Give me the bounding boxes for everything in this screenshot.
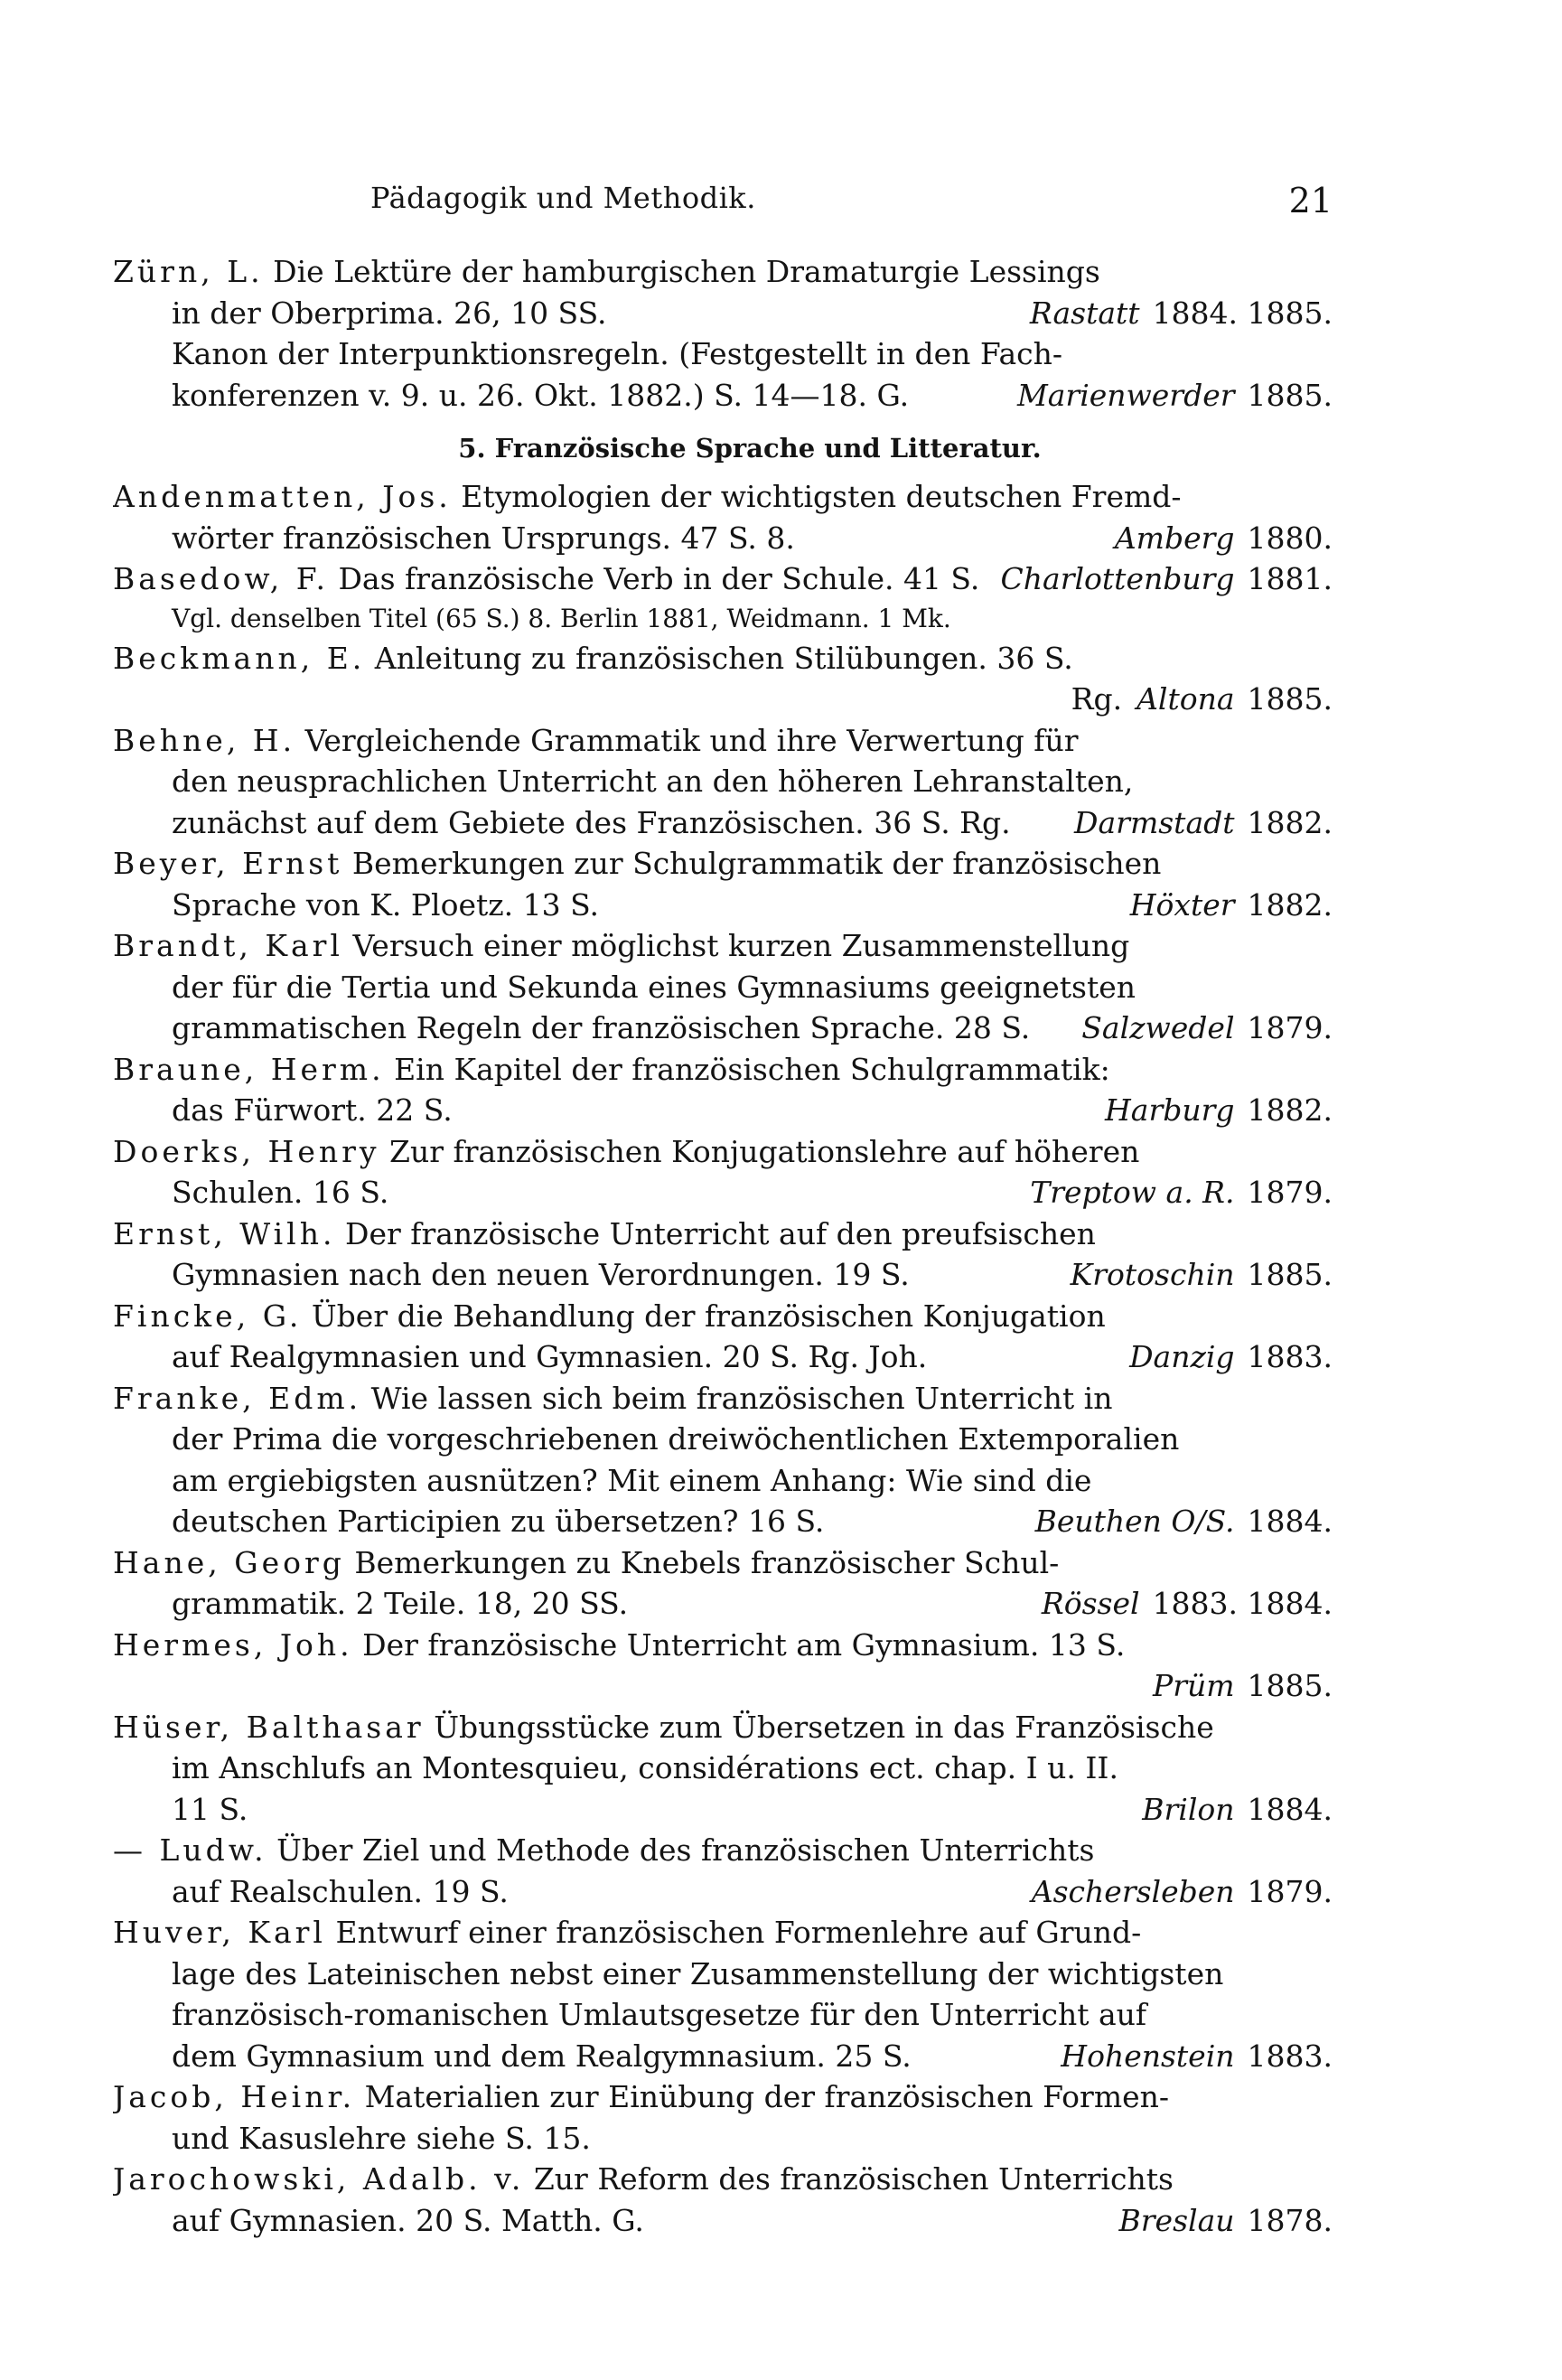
entry-text <box>172 1994 1333 2036</box>
entry-title-text: Übungsstücke zum Übersetzen in das Französische <box>434 1709 1214 1745</box>
entry-year: 1882. <box>1247 886 1333 923</box>
entry-place: Danzig <box>1129 1339 1235 1374</box>
entry-text <box>172 2118 1333 2160</box>
entry-line <box>113 1213 1333 1255</box>
entry-text <box>113 1049 1333 1091</box>
bibliography-entry <box>113 1542 1333 1625</box>
entry-author: Braune, Herm. <box>113 1051 385 1087</box>
entry-text <box>172 518 1100 559</box>
entry-title-text: Der französische Unterricht am Gymnasium. 13 S. <box>362 1626 1126 1663</box>
entry-text <box>113 843 1333 885</box>
entry-text <box>172 1254 1056 1296</box>
entry-text <box>172 2200 1105 2242</box>
entry-line <box>113 1172 1333 1213</box>
entry-year: 1883. <box>1247 2038 1333 2074</box>
entry-text <box>113 251 1333 293</box>
entry-year: 1883. <box>1247 1339 1333 1374</box>
entry-line <box>113 1912 1333 1954</box>
entry-text <box>172 679 1122 720</box>
bibliography-entry <box>113 251 1333 416</box>
entry-text <box>113 638 1333 679</box>
entry-title-text: Entwurf einer französischen Formenlehre auf Grund- <box>335 1915 1142 1950</box>
entry-line <box>113 1254 1333 1296</box>
entry-place: Breslau <box>1118 2202 1235 2238</box>
entry-line <box>113 1090 1333 1131</box>
entry-line <box>113 1625 1333 1666</box>
entry-text <box>172 2036 1046 2077</box>
bibliography-entry <box>113 1213 1333 1296</box>
entry-title-text: grammatik. 2 Teile. 18, 20 SS. <box>172 1586 629 1621</box>
entry-author: Huver, Karl <box>113 1915 326 1950</box>
entry-title-text: Die Lektüre der hamburgischen Dramaturgie Lessings <box>273 254 1100 289</box>
entry-title-text: das Fürwort. 22 S. <box>172 1092 453 1128</box>
bibliography-entry <box>113 476 1333 558</box>
entry-place: Amberg <box>1114 520 1235 556</box>
bibliography-entry <box>113 2159 1333 2241</box>
entry-place: Rössel <box>1041 1586 1140 1621</box>
entry-author: Beckmann, E. <box>113 640 366 676</box>
entry-line <box>113 1460 1333 1502</box>
entry-line <box>113 1419 1333 1460</box>
entry-place: Höxter <box>1129 886 1235 923</box>
entry-year: 1881. <box>1247 561 1333 596</box>
book-page <box>113 181 1333 2241</box>
entry-text <box>172 1871 1017 1913</box>
entry-line <box>113 333 1333 375</box>
entry-line <box>113 1789 1333 1831</box>
entry-text <box>172 1789 1127 1831</box>
bibliography-entry <box>113 720 1333 844</box>
entry-text <box>172 1954 1333 1995</box>
entry-line <box>113 1336 1333 1378</box>
entry-text <box>172 1460 1333 1502</box>
entry-place: Hohenstein <box>1061 2038 1235 2074</box>
entry-line <box>113 1049 1333 1091</box>
entry-place: Marienwerder <box>1016 377 1235 413</box>
entry-title-text: Rg. <box>1071 681 1123 717</box>
entry-line <box>113 2036 1333 2077</box>
entry-line <box>113 679 1333 720</box>
entry-title-text: der für die Tertia und Sekunda eines Gymnasiums geeignetsten <box>172 969 1136 1005</box>
entry-title-text: und Kasuslehre siehe S. 15. <box>172 2120 591 2156</box>
bibliography-entry <box>113 638 1333 720</box>
entry-text <box>113 1542 1333 1584</box>
entry-title-text: Über die Behandlung der französischen Konjugation <box>311 1298 1106 1334</box>
entry-title-text: Der französische Unterricht auf den preufsischen <box>344 1215 1096 1251</box>
entry-author: Franke, Edm. <box>113 1380 362 1416</box>
entry-line <box>113 2118 1333 2160</box>
entry-text <box>113 1378 1333 1420</box>
preceding-entries <box>113 251 1333 416</box>
entry-title-text: 11 S. <box>172 1791 248 1827</box>
entry-author: Zürn, L. <box>113 254 264 289</box>
entry-author: Andenmatten, Jos. <box>113 479 452 514</box>
entry-title-text: Über Ziel und Methode des französischen Unterrichts <box>276 1832 1095 1868</box>
entry-year: 1885. <box>1247 681 1333 717</box>
entry-text <box>172 967 1333 1008</box>
section-title: 5. Französische Sprache und Litteratur. <box>458 433 1042 464</box>
entry-year: 1882. <box>1247 1092 1333 1128</box>
entry-title-text: auf Realschulen. 19 S. <box>172 1873 509 1909</box>
entry-line <box>113 476 1333 518</box>
entry-title-text: Schulen. 16 S. <box>172 1175 389 1210</box>
entry-title-text: lage des Lateinischen nebst einer Zusammenstellung der wichtigsten <box>172 1955 1224 1991</box>
entry-text <box>113 2076 1333 2118</box>
entry-place: Prüm <box>1152 1668 1235 1703</box>
entry-line <box>113 1501 1333 1542</box>
entry-line <box>113 1994 1333 2036</box>
entry-place: Salzwedel <box>1081 1010 1235 1045</box>
entry-title-text: konferenzen v. 9. u. 26. Okt. 1882.) S. 14—18. G. <box>172 377 910 413</box>
entry-line <box>113 1583 1333 1625</box>
entry-year: 1885. <box>1247 377 1333 413</box>
entry-line <box>113 1131 1333 1173</box>
bibliography-list <box>113 476 1333 2241</box>
entry-title-text: französisch-romanischen Umlautsgesetze für den Unterricht auf <box>172 1997 1147 2032</box>
entry-title-text: Zur Reform des französischen Unterrichts <box>533 2161 1174 2197</box>
entry-line <box>113 1007 1333 1049</box>
entry-title-text: Das französische Verb in der Schule. 41 S. <box>338 561 980 596</box>
entry-text <box>113 2159 1333 2200</box>
bibliography-entry <box>113 925 1333 1049</box>
entry-line <box>113 1954 1333 1995</box>
entry-year: 1879. <box>1247 1175 1333 1210</box>
entry-place: Aschersleben <box>1031 1873 1235 1909</box>
entry-text <box>172 761 1333 802</box>
entry-title-text: Wie lassen sich beim französischen Unterricht in <box>370 1380 1113 1416</box>
bibliography-entry <box>113 2076 1333 2159</box>
entry-title-text: Vergleichende Grammatik und ihre Verwertung für <box>304 722 1079 758</box>
entry-text <box>172 333 1333 375</box>
entry-place: Darmstadt <box>1074 804 1235 840</box>
entry-author: Brandt, Karl <box>113 928 343 963</box>
entry-title-text: auf Realgymnasien und Gymnasien. 20 S. Rg. Joh. <box>172 1339 928 1374</box>
entry-text <box>113 1625 1333 1666</box>
entry-author: Hüser, Balthasar <box>113 1709 425 1745</box>
entry-title-text: Zur französischen Konjugationslehre auf höheren <box>389 1133 1140 1169</box>
entry-year: 1885. <box>1247 1668 1333 1703</box>
entry-line <box>113 885 1333 926</box>
entry-line <box>113 802 1333 844</box>
entry-text <box>172 1172 1015 1213</box>
bibliography-entry <box>113 1296 1333 1378</box>
entry-place: Krotoschin <box>1070 1257 1235 1292</box>
entry-place: Harburg <box>1105 1092 1235 1128</box>
entry-author: Hermes, Joh. <box>113 1626 353 1663</box>
bibliography-entry <box>113 1625 1333 1707</box>
entry-author: Beyer, Ernst <box>113 846 343 881</box>
entry-text <box>113 1131 1333 1173</box>
entry-line <box>113 2200 1333 2242</box>
entry-place: Beuthen O/S. <box>1034 1504 1235 1539</box>
entry-title-text: auf Gymnasien. 20 S. Matth. G. <box>172 2202 644 2238</box>
entry-title-text: am ergiebigsten ausnützen? Mit einem Anhang: Wie sind die <box>172 1462 1092 1498</box>
entry-line <box>113 967 1333 1008</box>
entry-author: — Ludw. <box>113 1832 267 1868</box>
entry-title-text: Anleitung zu französischen Stilübungen. 36 S. <box>374 640 1073 676</box>
bibliography-entry <box>113 1378 1333 1542</box>
entry-text <box>172 1748 1333 1789</box>
entry-place: Rastatt <box>1029 295 1140 331</box>
entry-year: 1882. <box>1247 804 1333 840</box>
entry-text <box>172 1007 1067 1049</box>
entry-title-text: Kanon der Interpunktionsregeln. (Festgestellt in den Fach- <box>172 336 1063 371</box>
entry-year: 1879. <box>1247 1873 1333 1909</box>
entry-title-text: im Anschlufs an Montesquieu, considérations ect. chap. I u. II. <box>172 1750 1118 1785</box>
entry-title-text: deutschen Participien zu übersetzen? 16 S. <box>172 1504 825 1539</box>
entry-line <box>113 1665 1333 1707</box>
entry-text <box>113 720 1333 762</box>
entry-line <box>113 720 1333 762</box>
entry-note: Vgl. denselben Titel (65 S.) 8. Berlin 1881, Weidmann. 1 Mk. <box>172 603 951 633</box>
entry-line <box>113 1748 1333 1789</box>
entry-year: 1879. <box>1247 1010 1333 1045</box>
entry-title-text: Versuch einer möglichst kurzen Zusammenstellung <box>352 928 1130 963</box>
bibliography-entry <box>113 558 1333 638</box>
entry-author: Jarochowski, Adalb. v. <box>113 2161 525 2197</box>
entry-line <box>113 293 1333 334</box>
entry-year: 1878. <box>1247 2202 1333 2238</box>
entry-year: 1884. 1885. <box>1152 295 1333 331</box>
entry-text <box>172 885 1116 926</box>
entry-author: Fincke, G. <box>113 1298 303 1334</box>
entry-year: 1884. <box>1247 1791 1333 1827</box>
entry-title-text: Ein Kapitel der französischen Schulgrammatik: <box>394 1051 1110 1087</box>
entry-title-text: Etymologien der wichtigsten deutschen Fremd- <box>461 479 1182 514</box>
entry-title-text: Gymnasien nach den neuen Verordnungen. 19 S. <box>172 1257 910 1292</box>
entry-text <box>113 1912 1333 1954</box>
entry-title-text: Sprache von K. Ploetz. 13 S. <box>172 886 600 923</box>
entry-line <box>113 558 1333 600</box>
entry-place: Charlottenburg <box>1000 561 1235 596</box>
entry-author: Basedow, F. <box>113 561 329 596</box>
entry-text <box>113 1213 1333 1255</box>
entry-line <box>113 925 1333 967</box>
entry-line <box>113 843 1333 885</box>
entry-line <box>113 1830 1333 1871</box>
entry-line <box>113 251 1333 293</box>
page-number: 21 <box>1288 181 1333 220</box>
entry-line <box>113 375 1333 417</box>
entry-line <box>113 1707 1333 1748</box>
entry-title-text: in der Oberprima. 26, 10 SS. <box>172 295 607 331</box>
entry-title-text: dem Gymnasium und dem Realgymnasium. 25 S. <box>172 2038 912 2074</box>
entry-text <box>172 375 1003 417</box>
bibliography-entry <box>113 1049 1333 1131</box>
entry-title-text: wörter französischen Ursprungs. 47 S. 8. <box>172 520 795 556</box>
entry-title-text: den neusprachlichen Unterricht an den höheren Lehranstalten, <box>172 764 1134 799</box>
entry-text <box>172 1583 1027 1625</box>
entry-text <box>113 1707 1333 1748</box>
entry-text <box>113 1296 1333 1337</box>
entry-title-text: Materialien zur Einübung der französischen Formen- <box>364 2079 1170 2114</box>
entry-text <box>113 558 987 600</box>
entry-year: 1885. <box>1247 1257 1333 1292</box>
entry-author: Doerks, Henry <box>113 1133 380 1169</box>
running-header <box>113 181 1333 235</box>
entry-author: Ernst, Wilh. <box>113 1215 336 1251</box>
entry-text <box>113 1830 1333 1871</box>
entry-year: 1883. 1884. <box>1152 1586 1333 1621</box>
entry-text <box>113 476 1333 518</box>
entry-title-text: der Prima die vorgeschriebenen dreiwöchentlichen Extemporalien <box>172 1421 1180 1457</box>
entry-text <box>113 925 1333 967</box>
entry-title-text: Bemerkungen zu Knebels französischer Schul- <box>354 1544 1060 1580</box>
entry-line <box>113 1378 1333 1420</box>
entry-line <box>113 2159 1333 2200</box>
entry-year: 1880. <box>1247 520 1333 556</box>
entry-author: Hane, Georg <box>113 1544 345 1580</box>
bibliography-entry <box>113 1707 1333 1831</box>
entry-text <box>172 1419 1333 1460</box>
entry-text <box>172 1501 1021 1542</box>
entry-place: Brilon <box>1142 1791 1235 1827</box>
entry-author: Behne, H. <box>113 722 296 758</box>
entry-line <box>113 2076 1333 2118</box>
entry-line <box>113 518 1333 559</box>
entry-line <box>113 761 1333 802</box>
bibliography-entry <box>113 1912 1333 2076</box>
entry-text <box>172 1336 1115 1378</box>
entry-title-text: Bemerkungen zur Schulgrammatik der französischen <box>351 846 1162 881</box>
entry-line <box>113 1296 1333 1337</box>
entry-text <box>172 802 1060 844</box>
bibliography-entry <box>113 843 1333 925</box>
entry-place: Treptow a. R. <box>1030 1175 1235 1210</box>
entry-place: Altona <box>1136 681 1235 717</box>
entry-title-text: grammatischen Regeln der französischen Sprache. 28 S. <box>172 1010 1031 1045</box>
running-title: Pädagogik und Methodik. <box>370 181 756 215</box>
entry-line <box>113 1871 1333 1913</box>
bibliography-entry <box>113 1131 1333 1213</box>
entry-author: Jacob, Heinr. <box>113 2079 356 2114</box>
entry-line <box>113 1542 1333 1584</box>
entry-year: 1884. <box>1247 1504 1333 1539</box>
bibliography-entry <box>113 1830 1333 1912</box>
entry-line <box>113 638 1333 679</box>
entry-text <box>172 1090 1090 1131</box>
entry-title-text: zunächst auf dem Gebiete des Französischen. 36 S. Rg. <box>172 804 1011 840</box>
entry-text <box>172 293 1015 334</box>
